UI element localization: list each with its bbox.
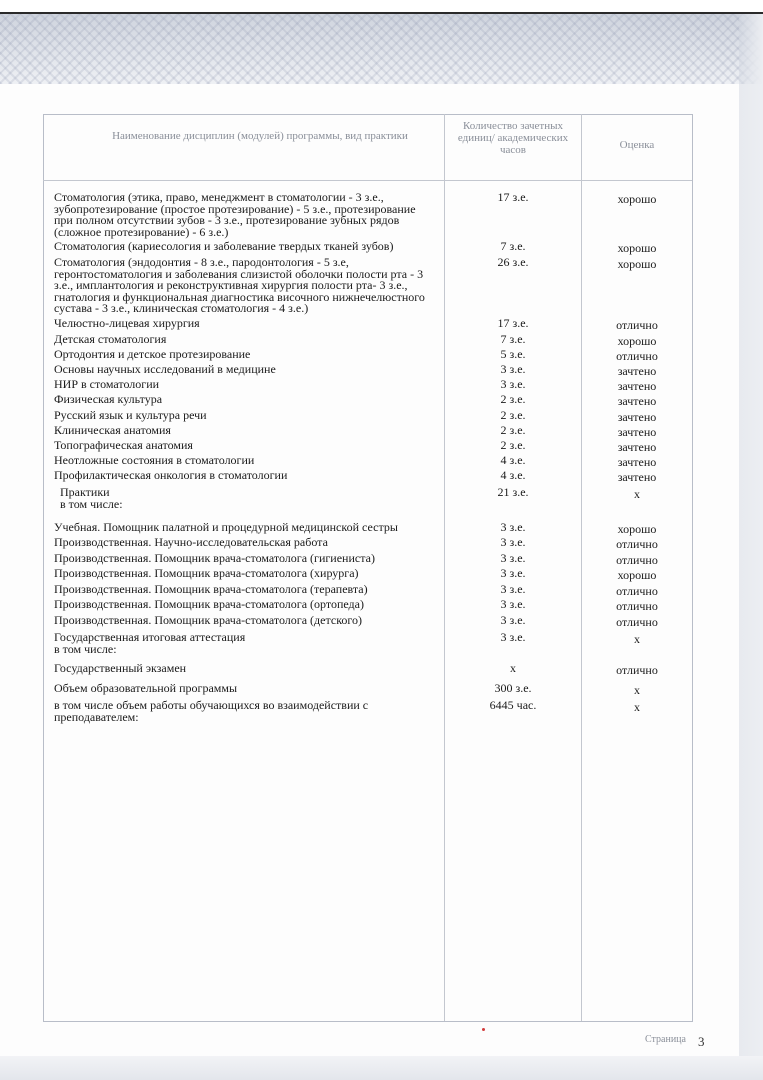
- row-units: 26 з.е.: [497, 255, 529, 269]
- page-number: 3: [698, 1034, 705, 1049]
- row-discipline-name: Основы научных исследований в медицине: [54, 362, 276, 376]
- row-units: 300 з.е.: [494, 681, 532, 695]
- row-grade: зачтено: [617, 455, 657, 469]
- row-discipline-name: Стоматология (эндодонтия - 8 з.е., пародонтология - 5 з.е, геронтостоматология и заболевания слизистой оболочки полости рта - 3 з.е., имплантология и реконструктивная хирургия полости рта- 3 з.е., гнатология и функциональная диагностика височного нижнечелюстного сустава - 3 з.е., клиническая стоматология - 4 з.е.): [54, 255, 425, 315]
- row-units: 7 з.е.: [500, 239, 526, 253]
- row-units: 2 з.е.: [500, 408, 526, 422]
- header-grade-column: Оценка: [619, 139, 655, 151]
- column-divider-2: [581, 114, 582, 1021]
- row-discipline-name: Государственная итоговая аттестация в том числе:: [54, 630, 246, 656]
- row-units: 3 з.е.: [500, 551, 526, 565]
- row-units: 2 з.е.: [500, 438, 526, 452]
- row-units: 17 з.е.: [497, 190, 529, 204]
- row-units: x: [510, 661, 516, 675]
- row-units: 4 з.е.: [500, 468, 526, 482]
- row-discipline-name: Практики в том числе:: [60, 485, 123, 511]
- row-grade: хорошо: [617, 522, 657, 536]
- row-units: 7 з.е.: [500, 332, 526, 346]
- row-grade: отлично: [616, 584, 658, 598]
- row-units: 17 з.е.: [497, 316, 529, 330]
- row-grade: отлично: [616, 615, 658, 629]
- row-discipline-name: Производственная. Помощник врача-стоматолога (гигиениста): [54, 551, 375, 565]
- row-units: 3 з.е.: [500, 362, 526, 376]
- row-grade: x: [634, 632, 640, 646]
- column-divider-1: [444, 114, 445, 1021]
- row-discipline-name: Стоматология (этика, право, менеджмент в стоматологии - 3 з.е., зубопротезирование (простое протезирование) - 5 з.е., протезирование при полном отсутствии зубов - 3 з.е., протезирование зубных рядов (сложное протезирование) - 6 з.е.): [54, 190, 416, 239]
- row-units: 3 з.е.: [500, 582, 526, 596]
- row-grade: хорошо: [617, 334, 657, 348]
- row-grade: зачтено: [617, 410, 657, 424]
- row-grade: x: [634, 487, 640, 501]
- row-discipline-name: Челюстно-лицевая хирургия: [54, 316, 200, 330]
- row-grade: зачтено: [617, 440, 657, 454]
- row-grade: отлично: [616, 599, 658, 613]
- row-discipline-name: Стоматология (кариесология и заболевание твердых тканей зубов): [54, 239, 394, 253]
- row-units: 3 з.е.: [500, 535, 526, 549]
- row-grade: зачтено: [617, 364, 657, 378]
- row-grade: x: [634, 700, 640, 714]
- scan-bottom-edge: [0, 1056, 763, 1080]
- header-units-column: Количество зачетных единиц/ академических часов: [457, 120, 569, 156]
- row-grade: отлично: [616, 537, 658, 551]
- row-units: 3 з.е.: [500, 566, 526, 580]
- row-units: 3 з.е.: [500, 377, 526, 391]
- header-divider: [43, 180, 692, 181]
- row-discipline-name: Профилактическая онкология в стоматологии: [54, 468, 288, 482]
- row-discipline-name: Детская стоматология: [54, 332, 167, 346]
- scan-right-edge: [739, 14, 763, 1080]
- row-discipline-name: Ортодонтия и детское протезирование: [54, 347, 251, 361]
- row-discipline-name: Клиническая анатомия: [54, 423, 171, 437]
- row-grade: отлично: [616, 663, 658, 677]
- red-mark: [482, 1028, 485, 1031]
- row-discipline-name: Топографическая анатомия: [54, 438, 193, 452]
- row-grade: отлично: [616, 318, 658, 332]
- row-grade: зачтено: [617, 379, 657, 393]
- row-grade: хорошо: [617, 568, 657, 582]
- row-units: 2 з.е.: [500, 423, 526, 437]
- row-units: 3 з.е.: [500, 613, 526, 627]
- row-units: 3 з.е.: [500, 630, 526, 644]
- row-discipline-name: Русский язык и культура речи: [54, 408, 207, 422]
- row-discipline-name: Государственный экзамен: [54, 661, 187, 675]
- row-discipline-name: Производственная. Научно-исследовательская работа: [54, 535, 328, 549]
- row-grade: зачтено: [617, 425, 657, 439]
- row-grade: хорошо: [617, 241, 657, 255]
- row-units: 21 з.е.: [497, 485, 529, 499]
- row-discipline-name: Производственная. Помощник врача-стоматолога (ортопеда): [54, 597, 364, 611]
- row-units: 2 з.е.: [500, 392, 526, 406]
- row-units: 4 з.е.: [500, 453, 526, 467]
- row-discipline-name: Производственная. Помощник врача-стоматолога (терапевта): [54, 582, 368, 596]
- row-grade: зачтено: [617, 394, 657, 408]
- row-units: 6445 час.: [489, 698, 537, 712]
- row-grade: отлично: [616, 349, 658, 363]
- row-discipline-name: Физическая культура: [54, 392, 163, 406]
- row-discipline-name: НИР в стоматологии: [54, 377, 160, 391]
- row-discipline-name: Учебная. Помощник палатной и процедурной медицинской сестры: [54, 520, 398, 534]
- row-discipline-name: Объем образовательной программы: [54, 681, 238, 695]
- row-units: 3 з.е.: [500, 520, 526, 534]
- row-units: 3 з.е.: [500, 597, 526, 611]
- row-discipline-name: Производственная. Помощник врача-стоматолога (детского): [54, 613, 363, 627]
- row-discipline-name: Неотложные состояния в стоматологии: [54, 453, 255, 467]
- header-name-column: Наименование дисциплин (модулей) программы, вид практики: [112, 130, 408, 142]
- row-grade: хорошо: [617, 257, 657, 271]
- row-grade: отлично: [616, 553, 658, 567]
- page-label: Страница: [645, 1034, 686, 1045]
- row-grade: x: [634, 683, 640, 697]
- row-discipline-name: в том числе объем работы обучающихся во взаимодействии с преподавателем:: [54, 698, 369, 724]
- row-units: 5 з.е.: [500, 347, 526, 361]
- row-grade: зачтено: [617, 470, 657, 484]
- security-pattern-band: [0, 14, 763, 84]
- row-grade: хорошо: [617, 192, 657, 206]
- row-discipline-name: Производственная. Помощник врача-стоматолога (хирурга): [54, 566, 359, 580]
